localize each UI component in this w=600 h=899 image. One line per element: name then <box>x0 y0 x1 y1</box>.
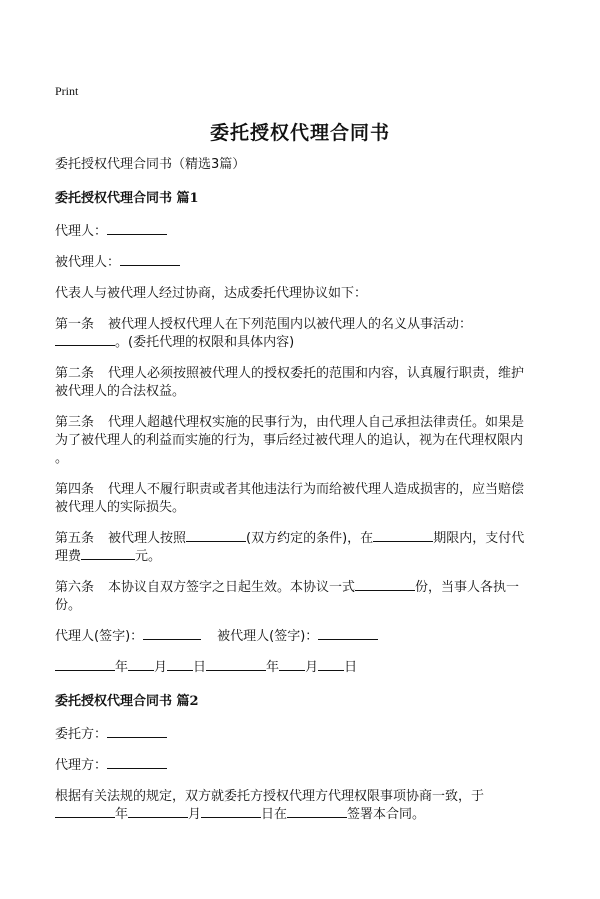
year-label: 年 <box>115 660 129 675</box>
principal-sign-label: 被代理人(签字)： <box>217 629 319 644</box>
article6-text-a: 本协议自双方签字之日起生效。本协议一式 <box>108 580 356 595</box>
article1-text2: 。(委托代理的权限和具体内容) <box>115 335 295 350</box>
article4-line2: 被代理人的实际损失。 <box>55 500 186 515</box>
agent-blank[interactable] <box>107 222 167 235</box>
article6-text-b: 份，当事人各执一 <box>415 580 520 595</box>
month-label-2: 月 <box>305 660 319 675</box>
date2-month-blank[interactable] <box>279 658 305 671</box>
year-label-2: 年 <box>266 660 280 675</box>
article5-text-a: 被代理人按照 <box>108 531 187 546</box>
date1-month-blank[interactable] <box>128 658 154 671</box>
s2-month-blank[interactable] <box>128 805 188 818</box>
s2-place-blank[interactable] <box>287 805 347 818</box>
client-field <box>55 723 167 742</box>
article3-text: 代理人超越代理权实施的民事行为，由代理人自己承担法律责任。如果是 <box>108 415 525 430</box>
article2-line2: 被代理人的合法权益。 <box>55 384 186 399</box>
article5-text-e: 元。 <box>135 549 162 564</box>
article5-text-c: 期限内，支付代 <box>433 531 525 546</box>
agent-sign-blank[interactable] <box>143 627 201 640</box>
fee-blank[interactable] <box>81 547 135 560</box>
s2-month-label: 月 <box>188 807 202 822</box>
article5-label: 第五条 <box>55 531 95 546</box>
article1-line2 <box>55 331 294 350</box>
day-label: 日 <box>193 660 207 675</box>
agent-label: 代理人： <box>55 224 108 239</box>
date2-day-blank[interactable] <box>318 658 344 671</box>
s2-day-blank[interactable] <box>201 805 261 818</box>
principal-label: 被代理人： <box>55 255 121 270</box>
article4-line1 <box>55 478 524 497</box>
article4-label: 第四条 <box>55 482 95 497</box>
date-line <box>55 656 357 675</box>
article1-line1 <box>55 313 472 332</box>
print-label[interactable]: Print <box>55 84 79 98</box>
section2-line2 <box>55 803 425 822</box>
principal-blank[interactable] <box>120 253 180 266</box>
copies-blank[interactable] <box>355 578 415 591</box>
client-blank[interactable] <box>107 725 167 738</box>
conditions-blank[interactable] <box>186 529 246 542</box>
article6-line1 <box>55 576 519 595</box>
article1-blank[interactable] <box>55 333 115 346</box>
article3-line1 <box>55 411 524 430</box>
article6-line2: 份。 <box>55 598 82 613</box>
agent-field <box>55 220 167 239</box>
article3-line2: 为了被代理人的利益而实施的行为，事后经过被代理人的追认，视为在代理权限内 <box>55 433 524 448</box>
agent-sign-label: 代理人(签字)： <box>55 629 144 644</box>
day-label-2: 日 <box>344 660 358 675</box>
s2-day-label: 日在 <box>261 807 288 822</box>
section2-heading: 委托授权代理合同书 篇2 <box>55 694 199 709</box>
article1-label: 第一条 <box>55 317 95 332</box>
s2-year-label: 年 <box>115 807 129 822</box>
document-subtitle: 委托授权代理合同书（精选3篇） <box>55 157 246 172</box>
article4-text: 代理人不履行职责或者其他违法行为而给被代理人造成损害的，应当赔偿 <box>108 482 525 497</box>
s2-year-blank[interactable] <box>55 805 115 818</box>
document-title: 委托授权代理合同书 <box>209 122 390 144</box>
article5-text-d: 理费 <box>55 549 82 564</box>
principal-sign-blank[interactable] <box>318 627 378 640</box>
article6-label: 第六条 <box>55 580 95 595</box>
client-label: 委托方： <box>55 727 108 742</box>
agent-party-label: 代理方： <box>55 758 108 773</box>
signature-line <box>55 625 378 644</box>
article5-line2 <box>55 545 161 564</box>
section2-line1: 根据有关法规的规定，双方就委托方授权代理方代理权限事项协商一致，于 <box>55 789 485 804</box>
article5-line1 <box>55 527 524 546</box>
date2-year-blank[interactable] <box>206 658 266 671</box>
article2-line1 <box>55 362 524 381</box>
article3-line3: 。 <box>55 451 69 466</box>
article5-text-b: (双方约定的条件)，在 <box>246 531 374 546</box>
agent-party-blank[interactable] <box>107 756 167 769</box>
s2-sign-label: 签署本合同。 <box>347 807 426 822</box>
period-blank[interactable] <box>373 529 433 542</box>
agent-party-field <box>55 754 167 773</box>
principal-field <box>55 251 180 270</box>
article1-text: 被代理人授权代理人在下列范围内以被代理人的名义从事活动： <box>108 317 473 332</box>
section1-heading: 委托授权代理合同书 篇1 <box>55 191 199 206</box>
article2-label: 第二条 <box>55 366 95 381</box>
date1-day-blank[interactable] <box>167 658 193 671</box>
article3-label: 第三条 <box>55 415 95 430</box>
date1-year-blank[interactable] <box>55 658 115 671</box>
intro-paragraph: 代表人与被代理人经过协商，达成委托代理协议如下： <box>55 286 368 301</box>
article2-text: 代理人必须按照被代理人的授权委托的范围和内容，认真履行职责，维护 <box>108 366 525 381</box>
month-label: 月 <box>154 660 168 675</box>
